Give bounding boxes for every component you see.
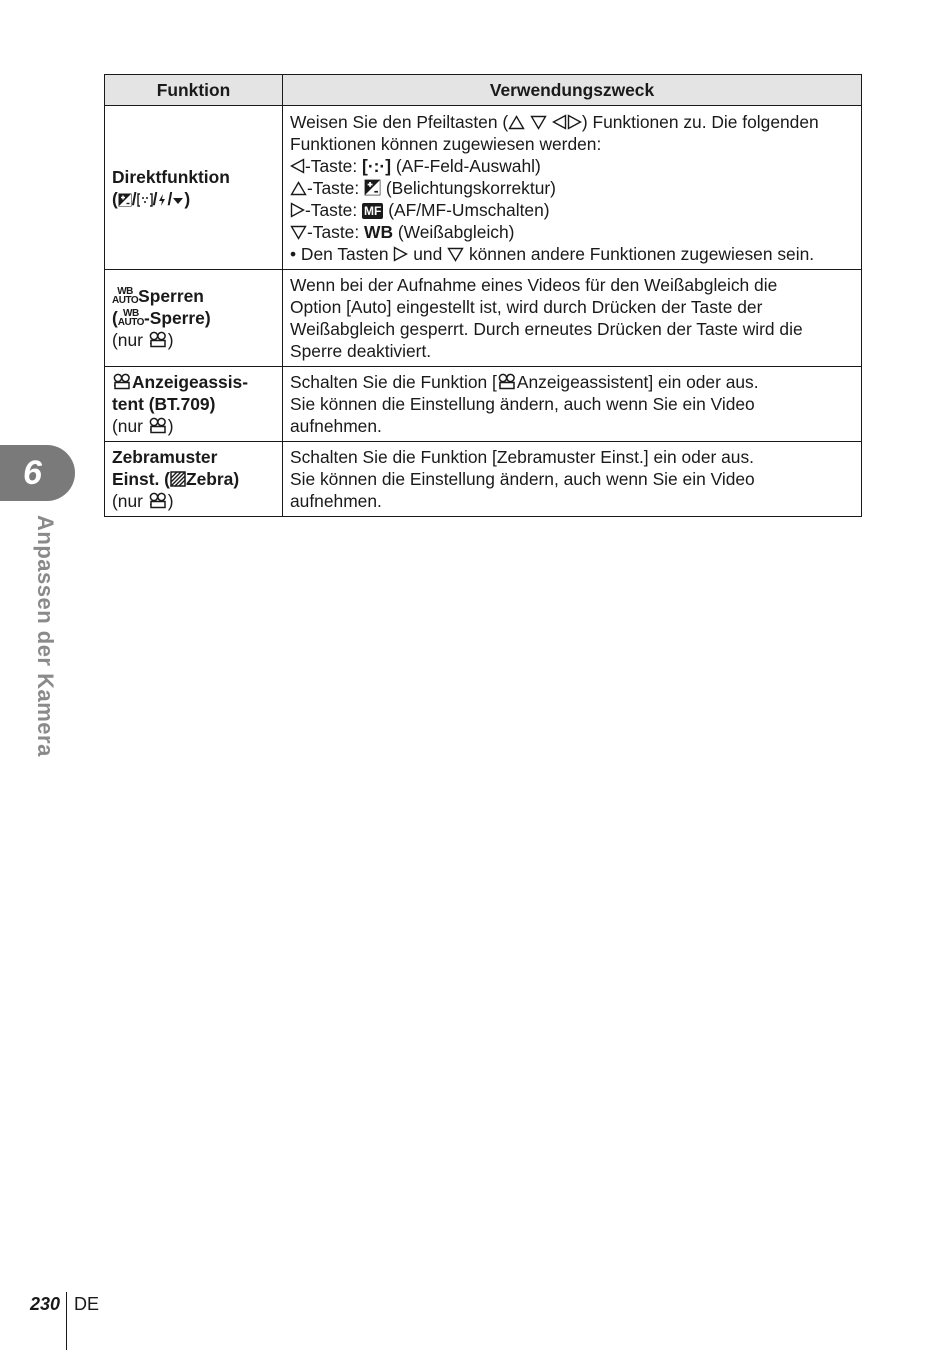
- arrow-left-icon: [290, 158, 305, 174]
- function-title: Direktfunktion: [112, 166, 230, 187]
- af-area-symbol: [·:·]: [362, 155, 391, 176]
- desc-line-down-key: -Taste: WB (Weißabgleich): [290, 221, 854, 243]
- arrow-right-icon: [393, 246, 408, 262]
- function-cell: [105, 270, 283, 367]
- mf-badge: MF: [364, 203, 382, 218]
- function-title-continued: tent (BT.709): [112, 394, 216, 414]
- function-title-continued: Einst. ( Zebra): [112, 469, 240, 489]
- desc-line: Sperre deaktiviert.: [290, 341, 432, 361]
- desc-line: Sie können die Einstellung ändern, auch wenn Sie ein Video: [290, 469, 755, 489]
- description-cell: [283, 367, 862, 442]
- function-subtitle: ( / / / ): [112, 188, 191, 209]
- page-language: DE: [74, 1294, 100, 1314]
- desc-line-up-key: -Taste: (Belichtungskorrektur): [290, 177, 854, 199]
- exposure-compensation-icon: [118, 193, 132, 207]
- exposure-compensation-icon: [364, 179, 381, 196]
- desc-line-left-key: -Taste: [·:·] (AF-Feld-Auswahl): [290, 155, 854, 177]
- function-title: Anzeigeassis-: [112, 372, 248, 392]
- function-cell: [105, 106, 283, 270]
- arrow-down-icon: [530, 115, 547, 130]
- arrow-down-icon: [447, 247, 464, 262]
- function-cell: [105, 442, 283, 517]
- arrow-right-icon: [290, 202, 305, 218]
- desc-line: Wenn bei der Aufnahme eines Videos für den Weißabgleich die: [290, 275, 778, 295]
- description-cell: [283, 106, 862, 270]
- desc-line: Option [Auto] eingestellt ist, wird durch Drücken der Taste der: [290, 297, 763, 317]
- header-funktion: Funktion: [105, 75, 283, 106]
- desc-bullet: • Den Tasten und können andere Funktionen zugewiesen sein.: [290, 243, 815, 264]
- chapter-title: Anpassen der Kamera: [33, 515, 58, 757]
- desc-line: Sie können die Einstellung ändern, auch wenn Sie ein Video: [290, 394, 755, 414]
- table-row: [105, 442, 862, 517]
- arrow-right-icon: [567, 114, 582, 130]
- desc-line: aufnehmen.: [290, 416, 382, 436]
- desc-line-right-key: -Taste: MF (AF/MF-Umschalten): [290, 199, 854, 221]
- desc-line: Schalten Sie die Funktion [Zebramuster Einst.] ein oder aus.: [290, 447, 754, 467]
- desc-line: Weisen Sie den Pfeiltasten ( ) Funktionen zu. Die folgenden: [290, 111, 819, 132]
- zebra-icon: [170, 471, 186, 487]
- desc-line: Schalten Sie die Funktion [ Anzeigeassistent] ein oder aus.: [290, 372, 759, 392]
- desc-line: aufnehmen.: [290, 491, 382, 511]
- function-note: (nur ): [112, 491, 174, 511]
- movie-icon: [148, 492, 168, 509]
- function-subtitle: ( WB AUTO-Sperre): [112, 308, 211, 328]
- description-cell: [283, 270, 862, 367]
- movie-icon: [148, 417, 168, 434]
- table-header-row: [105, 75, 862, 106]
- arrow-up-icon: [508, 115, 525, 130]
- movie-icon: [148, 331, 168, 348]
- function-title: Zebramuster: [112, 447, 218, 467]
- chapter-number-tab: 6: [0, 445, 75, 501]
- wb-symbol: WB: [364, 221, 394, 242]
- header-verwendungszweck: Verwendungszweck: [283, 75, 862, 106]
- wb-auto-icon: WB AUTO: [112, 286, 139, 306]
- function-table: [104, 74, 862, 517]
- table-row: [105, 367, 862, 442]
- function-note: (nur ): [112, 416, 174, 436]
- function-title: WB AUTOSperren: [112, 286, 204, 306]
- flash-icon: [157, 193, 167, 207]
- arrow-down-icon: [290, 225, 307, 240]
- wb-auto-icon: WB AUTO: [117, 308, 144, 328]
- table-row: [105, 106, 862, 270]
- movie-icon: [497, 373, 517, 390]
- movie-icon: [112, 373, 132, 390]
- page-number: 230: [30, 1294, 61, 1314]
- desc-line: Funktionen können zugewiesen werden:: [290, 133, 602, 154]
- description-cell: [283, 442, 862, 517]
- table-row: [105, 270, 862, 367]
- function-cell: [105, 367, 283, 442]
- desc-line: Weißabgleich gesperrt. Durch erneutes Drücken der Taste wird die: [290, 319, 803, 339]
- arrow-left-icon: [552, 114, 567, 130]
- af-area-icon: [137, 193, 153, 207]
- footer-divider: [66, 1292, 67, 1350]
- arrow-up-icon: [290, 181, 307, 196]
- function-note: (nur ): [112, 330, 174, 350]
- drive-mode-icon: [172, 193, 184, 207]
